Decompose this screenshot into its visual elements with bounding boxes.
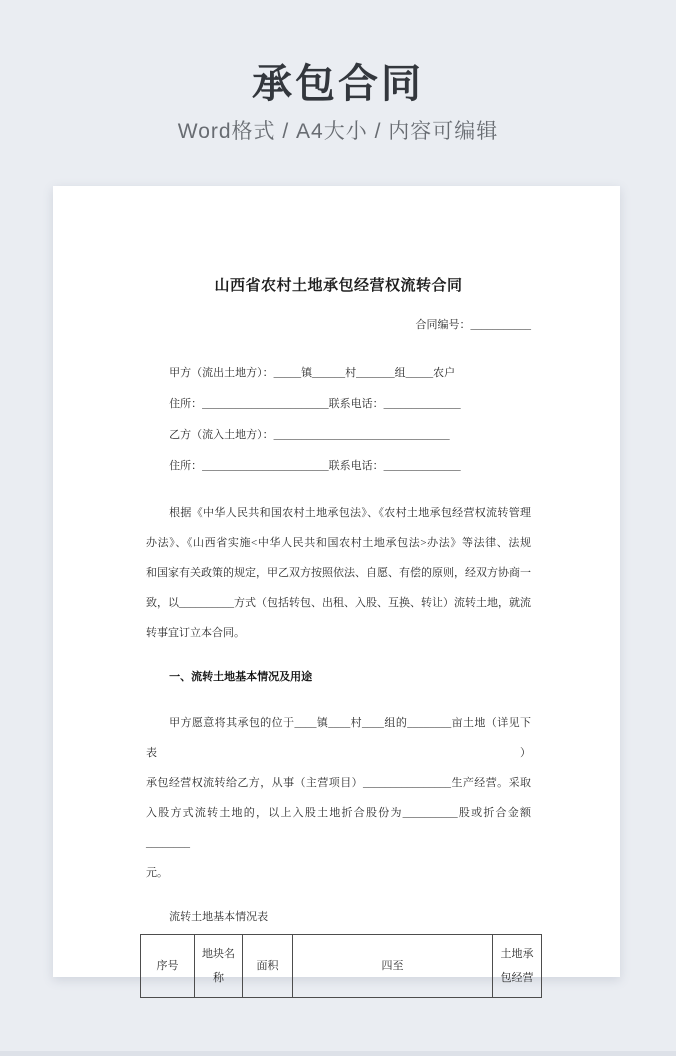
header-cell-plot-name: 地块名称 (195, 935, 243, 998)
party-a-address-line: 住所：_______________________联系电话：______________ (169, 398, 461, 410)
header-cell-contract-right: 土地承包经营 (493, 935, 542, 998)
contract-number-line: 合同编号：___________ (415, 319, 531, 331)
banner-title: 承包合同 (252, 62, 424, 106)
header-cell-seq: 序号 (141, 935, 195, 998)
intro-line-1: 根据《中华人民共和国农村土地承包法》、《农村土地承包经营权流转管理 (169, 507, 531, 519)
doc-title: 山西省农村土地承包经营权流转合同 (214, 278, 463, 294)
intro-line-3: 和国家有关政策的规定，甲乙双方按照依法、自愿、有偿的原则，经双方协商一 (146, 567, 531, 579)
usage-line-3: 入股方式流转土地的，以上入股土地折合股份为__________股或折合金额________ (146, 807, 531, 849)
usage-paragraph (146, 708, 531, 888)
party-b-line: 乙方（流入土地方）：________________________________ (169, 429, 450, 441)
intro-line-5: 转事宜订立本合同。 (146, 627, 245, 639)
table-caption: 流转土地基本情况表 (169, 911, 269, 923)
header-cell-area: 面积 (243, 935, 293, 998)
table-header-row (141, 935, 542, 998)
intro-line-4: 致，以__________方式（包括转包、出租、入股、互换、转让）流转土地，就流 (146, 597, 531, 609)
intro-paragraph (146, 498, 531, 648)
document-page (53, 186, 620, 984)
party-b-address-line: 住所：_______________________联系电话：______________ (169, 460, 461, 472)
header-cell-bounds: 四至 (293, 935, 493, 998)
usage-line-1: 甲方愿意将其承包的位于____镇____村____组的________亩土地（详见下表） (146, 717, 531, 759)
intro-line-2: 办法》、《山西省实施<中华人民共和国农村土地承包法>办法》等法律、法规 (146, 537, 531, 549)
usage-line-2: 承包经营权流转给乙方，从事（主营项目）________________生产经营。采取 (146, 777, 531, 789)
usage-line-4: 元。 (146, 867, 168, 879)
party-info-block (146, 358, 531, 482)
bottom-edge-strip (0, 1051, 676, 1056)
party-a-line: 甲方（流出土地方）：_____镇______村_______组_____农户 (169, 367, 456, 379)
land-info-table (140, 934, 542, 998)
section-1-heading: 一、流转土地基本情况及用途 (169, 671, 313, 683)
template-banner (0, 0, 676, 186)
banner-subtitle: Word格式 / A4大小 / 内容可编辑 (177, 120, 499, 143)
